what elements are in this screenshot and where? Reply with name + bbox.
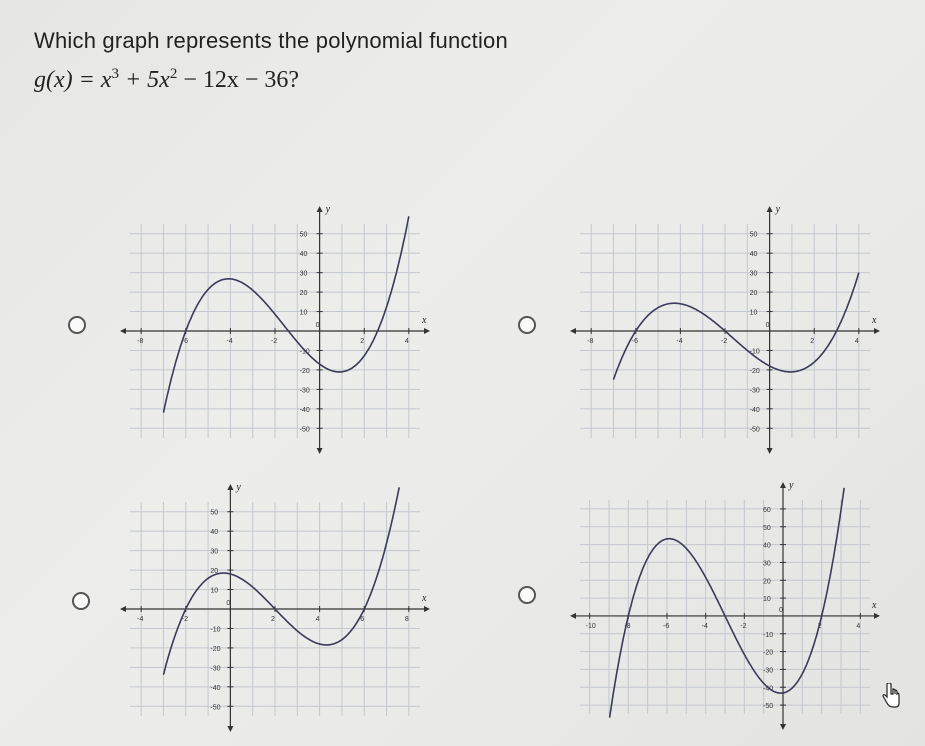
- y-tick-label: 30: [763, 560, 771, 568]
- y-tick-label: 20: [749, 290, 758, 298]
- y-tick-label: -50: [210, 704, 221, 712]
- x-axis-label: x: [872, 599, 877, 611]
- x-axis-label: x: [422, 315, 427, 326]
- y-tick-label: -40: [763, 685, 774, 693]
- y-tick-label: -50: [763, 703, 774, 711]
- x-tick-label: 2: [817, 622, 822, 630]
- graph-b-svg: [560, 200, 890, 460]
- y-tick-label: 50: [763, 524, 771, 532]
- y-axis-label: y: [236, 482, 241, 493]
- x-arrow-left: [570, 328, 576, 334]
- y-tick-label: 50: [749, 231, 758, 239]
- y-tick-label: -50: [749, 426, 760, 434]
- y-tick-label: 40: [749, 251, 758, 259]
- x-tick-label: 4: [404, 338, 409, 345]
- y-arrow-up: [780, 482, 786, 488]
- y-tick-label: -10: [749, 348, 760, 356]
- x-tick-label: -6: [181, 338, 189, 345]
- y-tick-label: -10: [210, 626, 221, 634]
- y-arrow-down: [317, 448, 323, 454]
- question-line: Which graph represents the polynomial function: [34, 28, 508, 53]
- y-tick-label: -30: [749, 387, 760, 395]
- y-axis-label: y: [775, 204, 781, 215]
- grid: [580, 500, 870, 714]
- y-tick-label: 10: [763, 596, 771, 604]
- y-tick-label: -30: [299, 387, 310, 395]
- graph-d-svg: [560, 476, 890, 736]
- y-tick-label: 40: [763, 542, 771, 550]
- y-axis-label: y: [325, 204, 331, 215]
- x-tick-label: -4: [676, 338, 683, 345]
- x-tick-label: 4: [854, 338, 859, 345]
- x-tick-label: -4: [226, 338, 233, 345]
- x-axis-label: x: [422, 593, 427, 604]
- x-tick-label: 4: [315, 616, 320, 623]
- exponent-2: 2: [169, 66, 178, 82]
- y-tick-label: -50: [299, 426, 310, 434]
- x-tick-label: 2: [360, 338, 365, 345]
- polynomial-curve: [610, 488, 845, 718]
- y-arrow-down: [780, 724, 786, 730]
- y-tick-label: 60: [763, 506, 771, 514]
- x-arrow-left: [570, 613, 576, 619]
- y-tick-label: -40: [210, 684, 221, 692]
- y-tick-label: 10: [299, 309, 308, 317]
- option-d-radio[interactable]: [518, 586, 536, 604]
- x-tick-label: 4: [856, 622, 861, 630]
- x-tick-label: -6: [663, 622, 670, 630]
- x-arrow-left: [120, 606, 126, 612]
- option-c-radio[interactable]: [72, 592, 90, 610]
- option-c-graph: [110, 478, 440, 738]
- y-tick-label: 10: [210, 587, 219, 595]
- x-tick-label: 2: [810, 338, 815, 345]
- y-tick-label: -20: [763, 649, 774, 657]
- x-tick-label: 0: [315, 322, 320, 329]
- x-tick-label: -4: [137, 616, 144, 623]
- x-tick-label: -6: [631, 338, 639, 345]
- y-arrow-down: [767, 448, 773, 454]
- y-tick-label: 40: [299, 251, 308, 259]
- y-tick-label: -40: [299, 406, 310, 414]
- y-arrow-up: [227, 484, 233, 490]
- polynomial-curve: [614, 270, 859, 380]
- option-a-graph: [110, 200, 440, 460]
- function-tail: − 12x − 36?: [177, 67, 300, 93]
- hand-cursor-icon: [880, 683, 902, 714]
- x-arrow-right: [424, 328, 430, 334]
- x-arrow-right: [874, 328, 880, 334]
- y-arrow-up: [317, 206, 323, 212]
- exponent-3: 3: [111, 66, 119, 82]
- x-tick-label: 2: [271, 616, 275, 623]
- x-tick-label: -4: [701, 622, 708, 630]
- x-tick-label: -2: [181, 616, 189, 623]
- y-tick-label: 10: [749, 309, 758, 317]
- option-a-radio[interactable]: [68, 316, 86, 334]
- graph-c-svg: [110, 478, 440, 738]
- option-d-graph: [560, 476, 890, 736]
- y-arrow-up: [767, 206, 773, 212]
- y-tick-label: -20: [749, 367, 760, 375]
- function-name: g(x) = x: [34, 67, 112, 93]
- y-axis-label: y: [789, 480, 794, 491]
- x-tick-label: 0: [765, 322, 770, 329]
- x-tick-label: 0: [226, 600, 231, 607]
- x-tick-label: -8: [624, 622, 631, 630]
- x-tick-label: -2: [740, 622, 747, 630]
- x-arrow-left: [120, 328, 126, 334]
- y-arrow-down: [227, 726, 233, 732]
- y-tick-label: 30: [749, 270, 758, 278]
- x-tick-label: -2: [721, 338, 728, 345]
- x-tick-label: -8: [137, 338, 144, 345]
- y-tick-label: 30: [210, 548, 219, 556]
- y-tick-label: -10: [763, 631, 774, 639]
- y-tick-label: 50: [299, 231, 308, 239]
- option-b-radio[interactable]: [518, 316, 536, 334]
- y-tick-label: 50: [210, 509, 219, 517]
- y-tick-label: -20: [210, 645, 221, 653]
- y-tick-label: -30: [210, 665, 221, 673]
- y-tick-label: 30: [299, 270, 308, 278]
- x-arrow-right: [874, 613, 880, 619]
- y-tick-label: -30: [763, 667, 774, 675]
- option-b-graph: [560, 200, 890, 460]
- x-tick-label: -8: [587, 338, 594, 345]
- polynomial-curve: [164, 216, 409, 412]
- x-axis-label: x: [872, 315, 877, 326]
- function-mid: + 5x: [118, 67, 170, 93]
- y-tick-label: 20: [210, 568, 219, 576]
- x-tick-label: 0: [779, 606, 783, 614]
- graph-a-svg: [110, 200, 440, 460]
- function-expression: [34, 66, 508, 94]
- y-tick-label: 40: [210, 529, 219, 537]
- x-arrow-right: [424, 606, 430, 612]
- x-tick-label: 6: [360, 616, 365, 623]
- y-tick-label: 20: [763, 578, 771, 586]
- y-tick-label: -10: [299, 348, 310, 356]
- y-tick-label: -40: [749, 406, 760, 414]
- x-tick-label: -2: [271, 338, 278, 345]
- x-tick-label: -10: [585, 622, 596, 630]
- x-tick-label: 8: [404, 616, 409, 623]
- y-tick-label: -20: [299, 367, 310, 375]
- y-tick-label: 20: [299, 290, 308, 298]
- question-text: [34, 28, 508, 94]
